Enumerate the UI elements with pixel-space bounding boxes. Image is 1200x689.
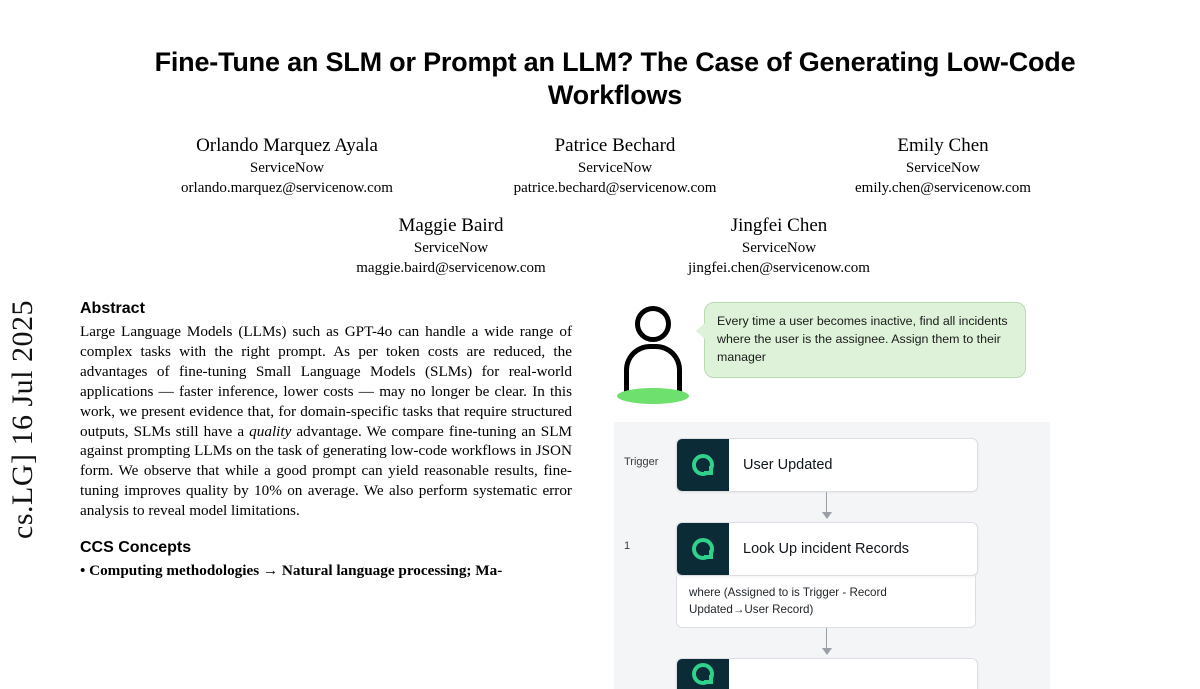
node-card[interactable] [676,438,978,492]
author-affiliation: ServiceNow [905,159,981,176]
author-name: Emily Chen [897,134,989,156]
author-email: orlando.marquez@servicenow.com [181,179,393,196]
node-condition: where (Assigned to is Trigger - Record Updated→User Record) [676,576,976,627]
left-column [80,300,572,688]
author-affiliation: ServiceNow [249,159,325,176]
author-affiliation: ServiceNow [577,159,653,176]
user-request-bubble: Every time a user becomes inactive, find all incidents where the user is the assignee. Assign them to their manager [704,302,1026,378]
author-block [123,134,451,198]
avatar-head [635,306,671,342]
author-list-row-2 [80,214,1150,278]
right-column [610,300,1110,688]
node-card[interactable] [676,522,978,576]
author-affiliation: ServiceNow [741,239,817,256]
abstract-text [80,322,572,520]
author-email: emily.chen@servicenow.com [855,179,1031,196]
author-block [779,134,1107,198]
flow-arrow [676,492,976,522]
user-avatar-icon [614,300,692,406]
node-card[interactable] [676,658,978,689]
node-title: Look Up incident Records [743,541,910,558]
arxiv-stamp: cs.LG] 16 Jul 2025 [6,300,39,539]
abstract-emphasis: quality [249,422,292,440]
author-name: Orlando Marquez Ayala [196,134,378,156]
node-title: User Updated [743,457,833,474]
page-title: Fine-Tune an SLM or Prompt an LLM? The Case of Generating Low-Code Workflows [154,47,1076,110]
author-name: Patrice Bechard [554,134,676,156]
author-block [451,134,779,198]
workflow-step-icon [677,523,729,575]
workflow-node-1[interactable] [614,522,1050,576]
node-label: 1 [624,540,631,553]
author-name: Maggie Baird [398,215,504,237]
abstract-part-2: advantage. We compare fine-tuning an SLM against prompting LLMs on the task of generating low-code workflows in JSON form. We observe that while a good prompt can yield reasonable results, fine-tuning improves quality by 10% on average. We also perform systematic error analysis to reveal model limitations. [80,422,572,519]
workflow-figure [610,300,1110,688]
workflow-step-icon [677,439,729,491]
author-email: jingfei.chen@servicenow.com [688,260,870,277]
author-affiliation: ServiceNow [413,239,489,256]
author-email: maggie.baird@servicenow.com [356,260,546,277]
flow-arrow [676,628,976,658]
node-label [624,658,676,676]
ccs-concepts-heading: CCS Concepts [80,538,192,556]
figure-request-row [610,300,1110,412]
avatar-ground-ellipse [617,388,689,404]
paper-page [80,0,1150,648]
avatar-body [624,344,682,392]
workflow-node-2-partial[interactable] [614,658,1050,689]
author-name: Jingfei Chen [730,215,828,237]
node-title [729,659,743,689]
author-list-row-1 [80,134,1150,198]
author-block [287,214,615,278]
two-column-body [80,300,1150,688]
abstract-heading: Abstract [80,300,145,318]
author-block [615,214,943,278]
workflow-canvas [614,422,1050,688]
workflow-step-icon [677,659,729,689]
author-email: patrice.bechard@servicenow.com [513,179,717,196]
abstract-part-1: Large Language Models (LLMs) such as GPT-4o can handle a wide range of complex tasks with the right prompt. As per token costs are reduced, the advantages of fine-tuning Small Language Models (SLMs) for real-world applications — faster inference, lower costs — may no longer be clear. In this work, we present evidence that, for domain-specific tasks that require structured outputs, SLMs still have a [80,323,572,440]
node-label: Trigger [624,456,659,469]
workflow-node-trigger[interactable] [614,438,1050,492]
ccs-concepts-text: • Computing methodologies → Natural language processing; Ma- [80,561,503,579]
